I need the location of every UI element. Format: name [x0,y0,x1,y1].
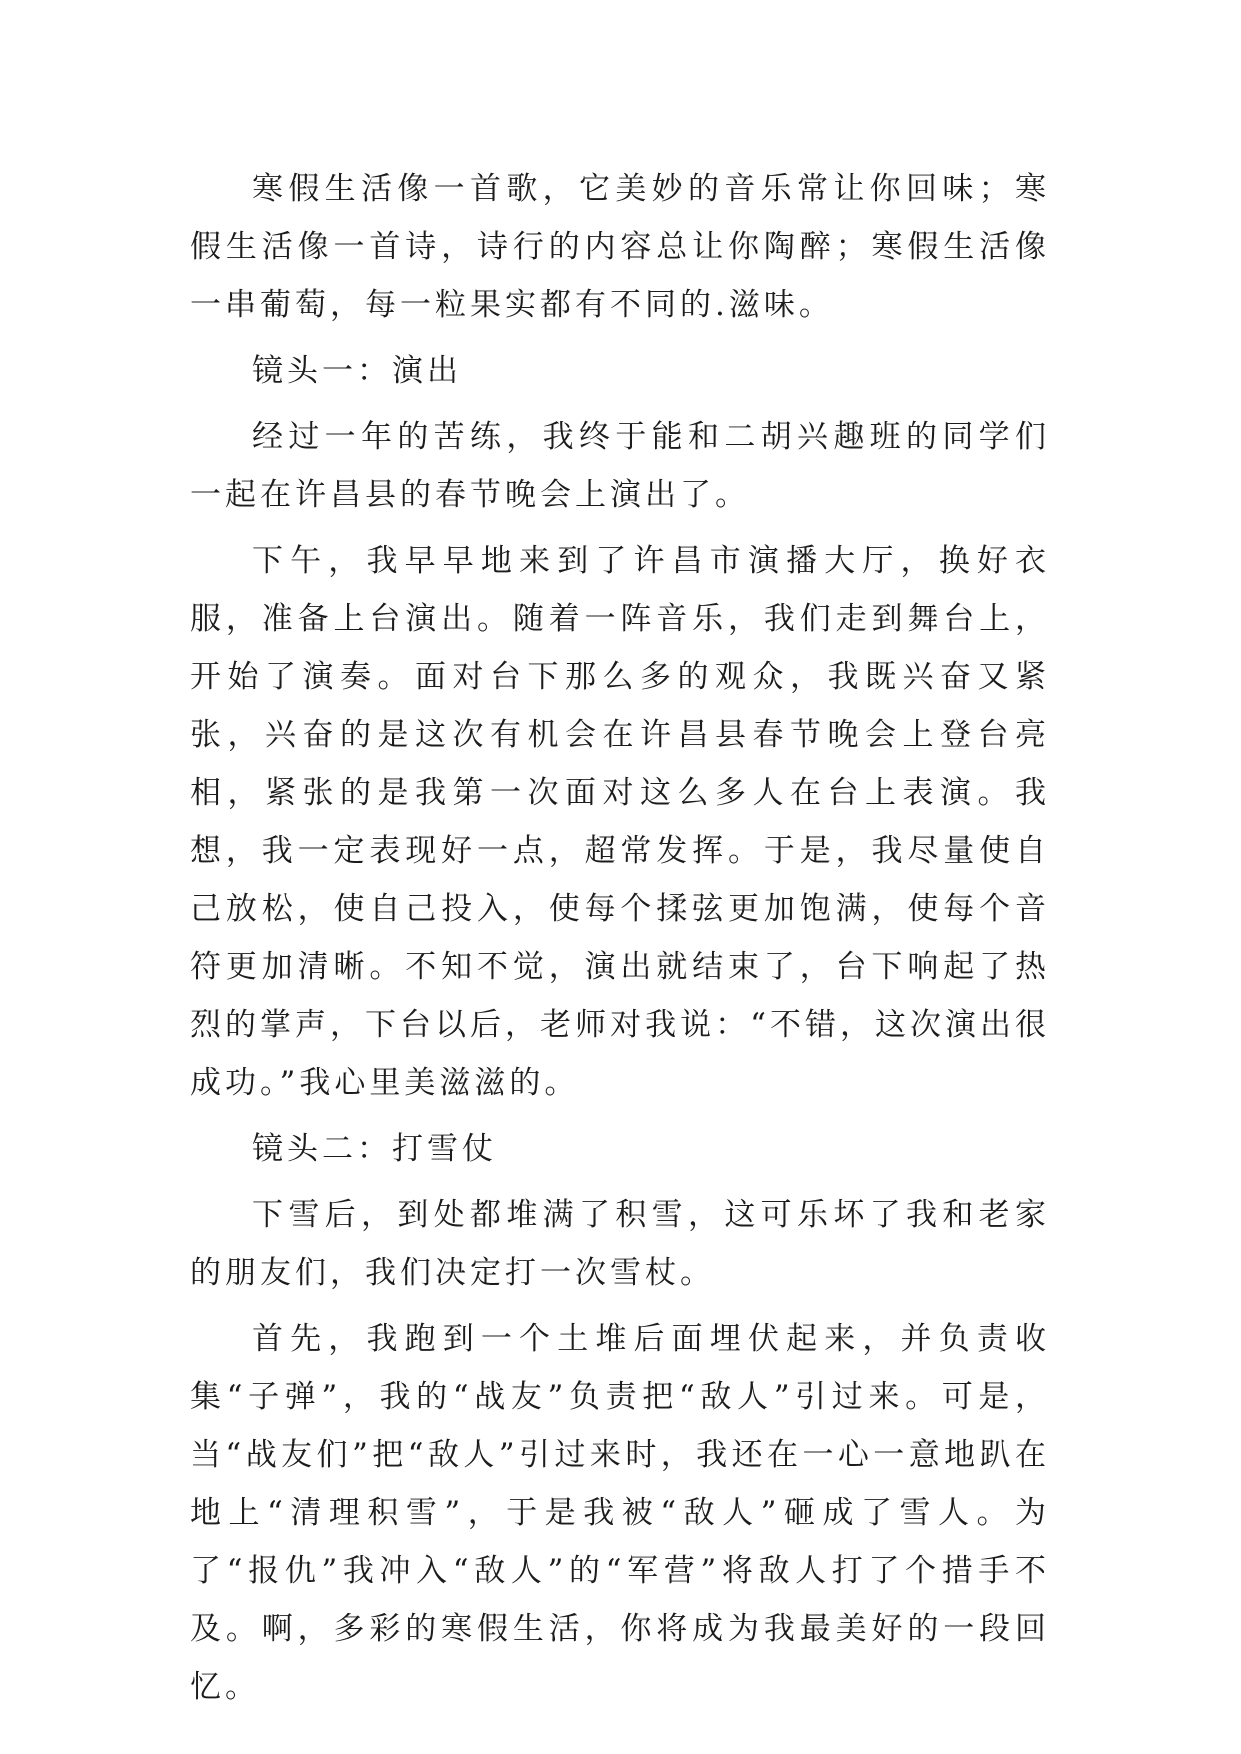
paragraph-snowball-body: 首先，我跑到一个土堆后面埋伏起来，并负责收集“子弹”，我的“战友”负责把“敌人”引过来。可是，当“战友们”把“敌人”引过来时，我还在一心一意地趴在地上“清理积雪”，于是我被“敌人”砸成了雪人。为了“报仇”我冲入“敌人”的“军营”将敌人打了个措手不及。啊，多彩的寒假生活，你将成为我最美好的一段回忆。 [190,1321,1050,1705]
paragraph-snowball-intro: 下雪后，到处都堆满了积雪，这可乐坏了我和老家的朋友们，我们决定打一次雪杖。 [190,1197,1050,1291]
paragraph-performance-intro: 经过一年的苦练，我终于能和二胡兴趣班的同学们一起在许昌县的春节晚会上演出了。 [190,419,1050,513]
section-heading-snowball: 镜头二：打雪仗 [252,1131,497,1167]
section-heading-performance: 镜头一：演出 [252,353,462,389]
paragraph-performance-body: 下午，我早早地来到了许昌市演播大厅，换好衣服，准备上台演出。随着一阵音乐，我们走到舞台上，开始了演奏。面对台下那么多的观众，我既兴奋又紧张，兴奋的是这次有机会在许昌县春节晚会上登台亮相，紧张的是我第一次面对这么多人在台上表演。我想，我一定表现好一点，超常发挥。于是，我尽量使自己放松，使自己投入，使每个揉弦更加饱满，使每个音符更加清晰。不知不觉，演出就结束了，台下响起了热烈的掌声，下台以后，老师对我说：“不错，这次演出很成功。”我心里美滋滋的。 [190,543,1050,1101]
paragraph-intro: 寒假生活像一首歌，它美妙的音乐常让你回味；寒假生活像一首诗，诗行的内容总让你陶醉；寒假生活像一串葡萄，每一粒果实都有不同的.滋味。 [190,171,1050,323]
document-body [190,160,1050,1724]
